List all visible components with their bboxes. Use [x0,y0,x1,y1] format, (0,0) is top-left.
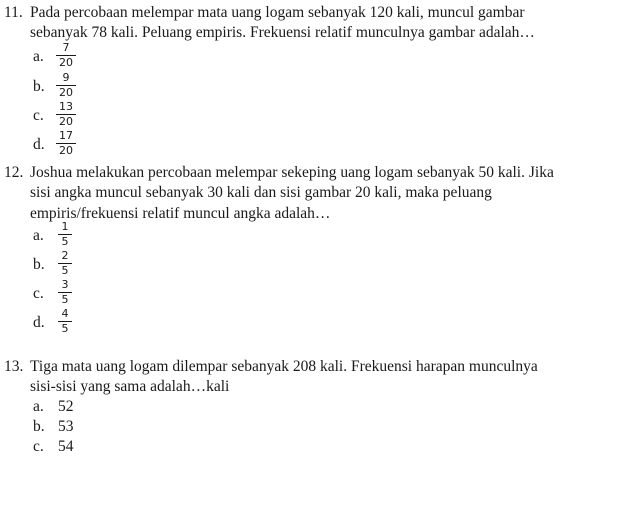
question-text-line: Joshua melakukan percobaan melempar sekeping uang logam sebanyak 50 kali. Jika [30,164,554,181]
option-letter: b. [33,418,45,435]
option-letter: d. [33,314,45,331]
option-letter: c. [33,107,44,124]
option-d[interactable] [33,308,233,336]
option-b[interactable] [33,250,233,278]
question-text-line: sebanyak 78 kali. Peluang empiris. Frekuensi relatif munculnya gambar adalah… [30,24,535,41]
numerator: 13 [56,101,76,115]
option-c[interactable] [33,101,233,129]
fraction [56,130,76,157]
fraction [58,308,72,335]
fraction [58,279,72,306]
option-b[interactable] [33,72,233,100]
question-text-line: empiris/frekuensi relatif muncul angka adalah… [30,205,331,222]
option-letter: d. [33,136,45,153]
denominator: 5 [61,235,69,248]
option-c[interactable] [33,279,233,307]
fraction [58,250,72,277]
question-number: 12. [4,164,24,181]
option-letter: a. [33,227,44,244]
fraction [56,72,76,99]
numerator: 7 [56,42,76,56]
numerator: 1 [58,221,72,235]
question-number: 11. [4,4,23,21]
fraction [56,101,76,128]
question-number: 13. [4,358,24,375]
option-d[interactable] [33,130,233,158]
option-letter: a. [33,398,44,415]
option-a[interactable] [33,221,233,249]
option-letter: c. [33,438,44,455]
numerator: 4 [58,308,72,322]
option-letter: c. [33,285,44,302]
denominator: 5 [61,264,69,277]
question-text-line: Tiga mata uang logam dilempar sebanyak 208 kali. Frekuensi harapan munculnya [30,358,538,375]
question-text-line: sisi-sisi yang sama adalah…kali [30,378,230,395]
question-text-line: Pada percobaan melempar mata uang logam sebanyak 120 kali, muncul gambar [30,4,525,21]
option-letter: a. [33,48,44,65]
option-letter: b. [33,78,45,95]
denominator: 5 [61,293,69,306]
numerator: 17 [56,130,76,144]
question-text-line: sisi angka muncul sebanyak 30 kali dan sisi gambar 20 kali, maka peluang [30,184,492,201]
option-letter: b. [33,256,45,273]
option-value: 52 [58,398,74,415]
denominator: 20 [59,115,73,128]
numerator: 3 [58,279,72,293]
numerator: 9 [56,72,76,86]
fraction [56,42,76,69]
fraction [58,221,72,248]
option-a[interactable] [33,42,233,70]
denominator: 5 [61,322,69,335]
denominator: 20 [59,144,73,157]
denominator: 20 [59,86,73,99]
option-value: 54 [58,438,74,455]
option-value: 53 [58,418,74,435]
denominator: 20 [59,56,73,69]
numerator: 2 [58,250,72,264]
